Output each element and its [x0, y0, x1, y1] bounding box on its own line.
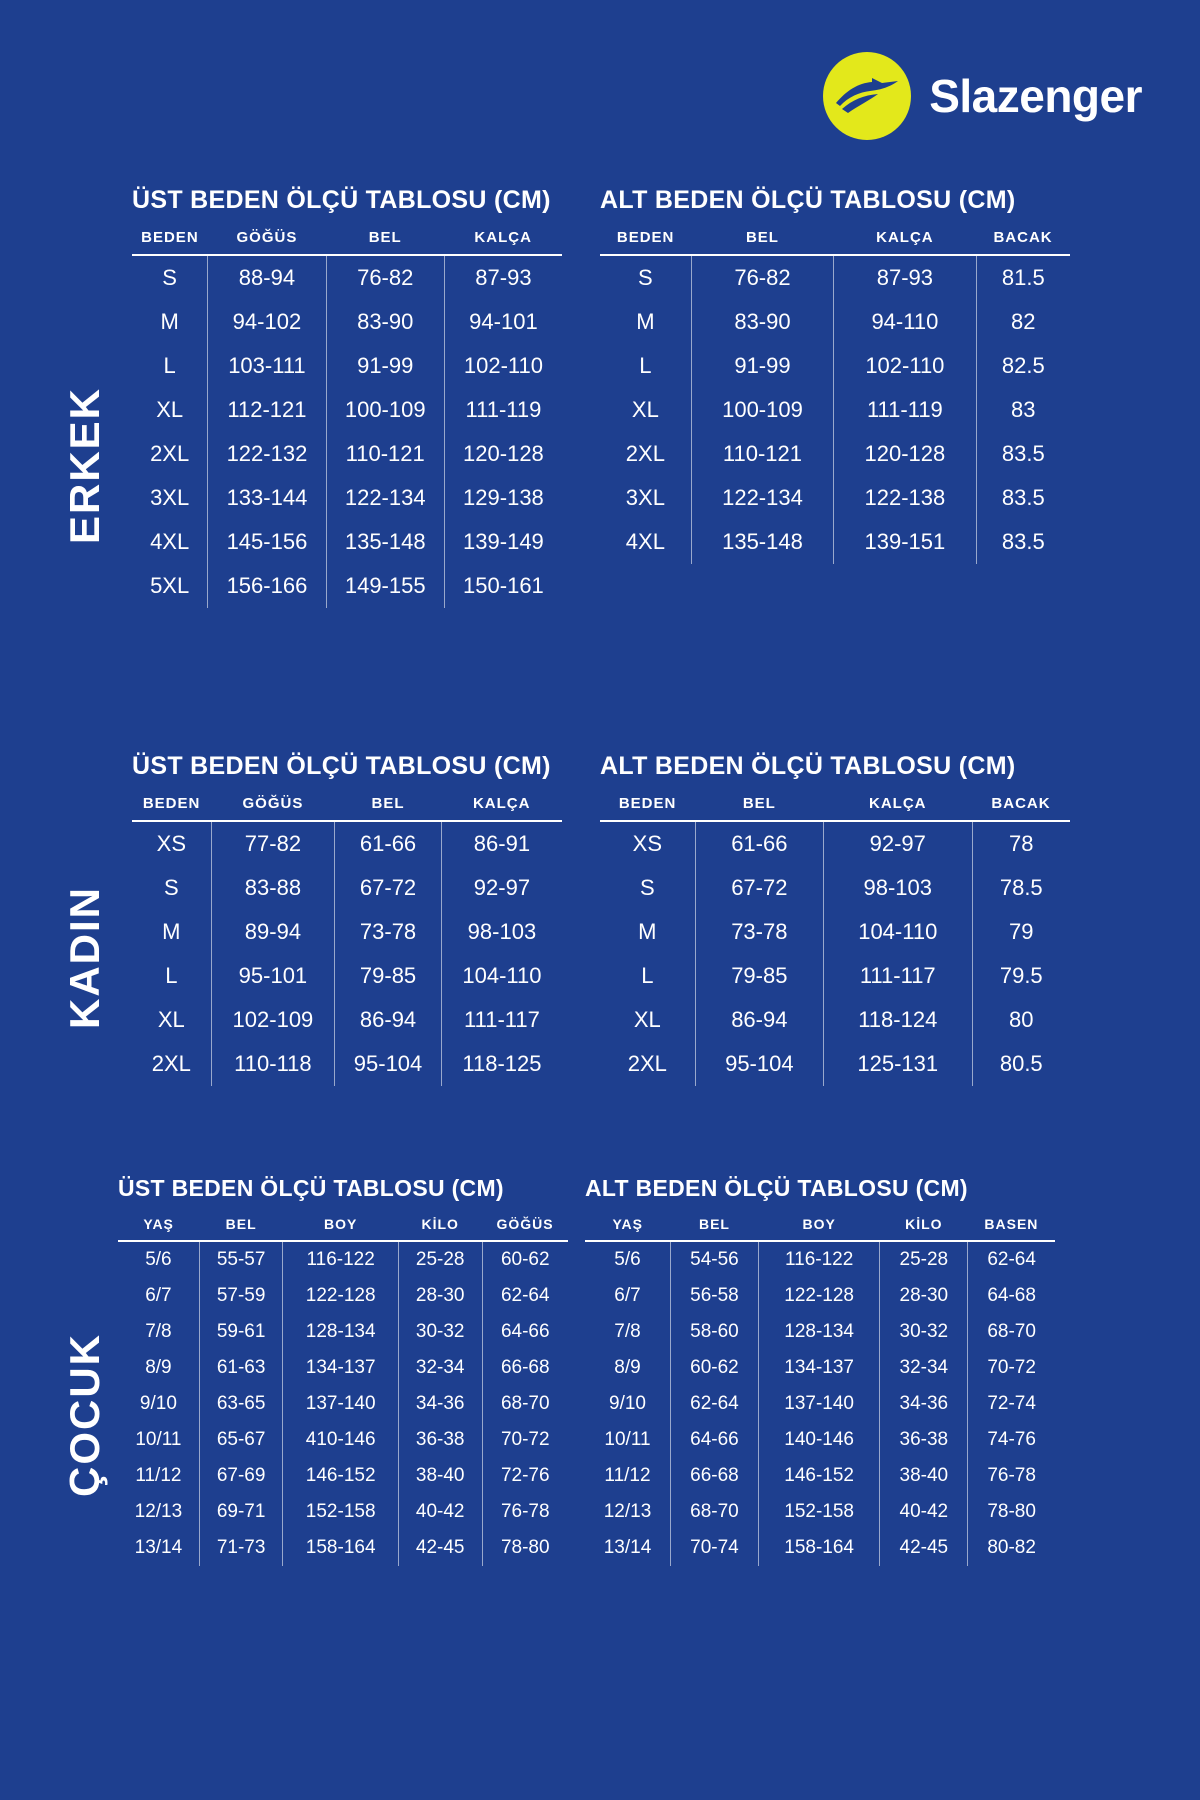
table-cell: 9/10 [118, 1386, 199, 1422]
table-cell: 40-42 [398, 1494, 482, 1530]
table-row [132, 910, 562, 954]
table-cell: 72-74 [987, 1393, 1036, 1414]
table-row [585, 1241, 1055, 1278]
table-cell: 67-72 [335, 866, 442, 910]
column-header: BEL [695, 795, 823, 821]
column-header: KİLO [880, 1216, 968, 1241]
table-cell: 100-109 [326, 388, 444, 432]
table-cell: 100-109 [691, 388, 833, 432]
table-cell: 34-36 [880, 1386, 968, 1422]
table-cell: 25-28 [880, 1241, 968, 1278]
table-cocuk-top [118, 1175, 568, 1566]
table-cell: 67-69 [199, 1458, 283, 1494]
table-cell: 71-73 [199, 1530, 283, 1566]
section-label-text: ÇOCUK [61, 1333, 108, 1497]
table-cell: S [600, 255, 691, 300]
table-cell: 12/13 [585, 1494, 670, 1530]
table-cell: L [132, 344, 208, 388]
table-cell: 158-164 [283, 1530, 398, 1566]
table-cell: 95-104 [335, 1042, 442, 1086]
table-cell: 6/7 [118, 1278, 199, 1314]
table-row [132, 998, 562, 1042]
table-cell: 91-99 [326, 344, 444, 388]
table-cell: 94-102 [208, 300, 326, 344]
table-row [132, 344, 562, 388]
table-row [132, 388, 562, 432]
table-row [585, 1350, 1055, 1386]
table-cell: XL [600, 388, 691, 432]
table-title: ÜST BEDEN ÖLÇÜ TABLOSU (CM) [132, 186, 551, 214]
table-cell: 102-109 [211, 998, 335, 1042]
table-row [132, 476, 562, 520]
table-cell: 54-56 [670, 1241, 758, 1278]
table-row [118, 1458, 568, 1494]
table-cell: 137-140 [283, 1386, 398, 1422]
table-cell: 94-101 [469, 309, 538, 334]
table-cell: 86-94 [695, 998, 823, 1042]
table-cell: 64-68 [987, 1285, 1036, 1306]
table-cell: 79-85 [335, 954, 442, 998]
table-cell: 13/14 [585, 1530, 670, 1566]
table-row [585, 1278, 1055, 1314]
table-kadin-top [132, 752, 562, 1086]
table-cell: 98-103 [823, 866, 972, 910]
column-header: KALÇA [444, 229, 562, 255]
table-cell: 66-68 [500, 1357, 550, 1378]
table-row [118, 1422, 568, 1458]
table-cell: 11/12 [118, 1458, 199, 1494]
table-cell: 79.5 [999, 963, 1043, 988]
table-row [600, 1042, 1070, 1086]
table-cell: 78.5 [999, 875, 1043, 900]
table-cell: 7/8 [585, 1314, 670, 1350]
table-cell: 104-110 [823, 910, 972, 954]
table-cell: 78-80 [500, 1537, 550, 1558]
table-row [585, 1530, 1055, 1566]
table-cell: 82.5 [1001, 353, 1045, 378]
table-cell: XS [600, 821, 695, 866]
column-header: GÖĞÜS [211, 795, 335, 821]
section-label-erkek [0, 316, 120, 616]
table-cell: 128-134 [283, 1314, 398, 1350]
table-cell: 137-140 [758, 1386, 879, 1422]
table-cell: 80-82 [987, 1537, 1036, 1558]
column-header: BEL [670, 1216, 758, 1241]
size-table [600, 795, 1070, 1086]
table-cell: M [600, 910, 695, 954]
table-cell: 112-121 [208, 388, 326, 432]
size-table [600, 229, 1070, 564]
table-cell: 135-148 [326, 520, 444, 564]
table-cell: 61-66 [695, 821, 823, 866]
table-cell: 140-146 [758, 1422, 879, 1458]
table-cell: 110-118 [211, 1042, 335, 1086]
column-header: BEDEN [600, 795, 695, 821]
table-cell: 150-161 [463, 573, 544, 598]
table-cell: 57-59 [199, 1278, 283, 1314]
table-cell: 12/13 [118, 1494, 199, 1530]
table-cell: 111-119 [465, 397, 542, 422]
table-row [600, 954, 1070, 998]
table-cell: 9/10 [585, 1386, 670, 1422]
table-cell: 410-146 [283, 1422, 398, 1458]
table-cell: 156-166 [208, 564, 326, 608]
column-header: BOY [758, 1216, 879, 1241]
table-cell: L [132, 954, 211, 998]
table-cell: 122-132 [208, 432, 326, 476]
table-cell: 122-134 [691, 476, 833, 520]
table-cell: 7/8 [118, 1314, 199, 1350]
table-cell: 56-58 [670, 1278, 758, 1314]
table-cell: 81.5 [1001, 265, 1045, 290]
table-cell: 64-66 [500, 1321, 550, 1342]
table-cell: 158-164 [758, 1530, 879, 1566]
table-cell: 69-71 [199, 1494, 283, 1530]
table-title: ÜST BEDEN ÖLÇÜ TABLOSU (CM) [132, 752, 551, 780]
table-cell: 103-111 [208, 344, 326, 388]
table-cell: 3XL [132, 476, 208, 520]
table-cell: 92-97 [823, 821, 972, 866]
table-cell: 55-57 [199, 1241, 283, 1278]
table-cell: S [132, 866, 211, 910]
table-cell: 38-40 [880, 1458, 968, 1494]
table-row [600, 910, 1070, 954]
table-cell: 83-88 [211, 866, 335, 910]
table-row [600, 476, 1070, 520]
table-cell: 116-122 [758, 1241, 879, 1278]
table-row [132, 255, 562, 300]
column-header: KALÇA [823, 795, 972, 821]
table-cell: 70-72 [500, 1429, 550, 1450]
table-cell: 86-91 [473, 831, 531, 856]
table-title: ALT BEDEN ÖLÇÜ TABLOSU (CM) [600, 752, 1016, 780]
table-row [118, 1386, 568, 1422]
table-cell: 59-61 [199, 1314, 283, 1350]
table-cell: 120-128 [834, 432, 976, 476]
table-row [118, 1494, 568, 1530]
table-cell: 4XL [600, 520, 691, 564]
table-cell: 67-72 [695, 866, 823, 910]
table-cell: 83 [1011, 397, 1036, 422]
table-cell: 28-30 [398, 1278, 482, 1314]
table-row [132, 300, 562, 344]
table-cell: 30-32 [398, 1314, 482, 1350]
table-row [132, 1042, 562, 1086]
table-cell: 76-78 [500, 1501, 550, 1522]
table-cell: 40-42 [880, 1494, 968, 1530]
table-row [585, 1422, 1055, 1458]
table-cell: 83.5 [1001, 441, 1045, 466]
table-cell: 42-45 [880, 1530, 968, 1566]
table-cell: 129-138 [463, 485, 544, 510]
table-row [600, 866, 1070, 910]
table-cell: 145-156 [208, 520, 326, 564]
table-cell: 83-90 [691, 300, 833, 344]
table-cell: 70-72 [987, 1357, 1036, 1378]
table-cell: 78-80 [987, 1501, 1036, 1522]
table-cell: L [600, 344, 691, 388]
table-cell: 111-117 [464, 1007, 540, 1032]
table-row [585, 1386, 1055, 1422]
table-cell: 104-110 [462, 963, 542, 988]
table-cell: 2XL [600, 432, 691, 476]
column-header: KALÇA [441, 795, 562, 821]
table-row [600, 520, 1070, 564]
table-cell: 146-152 [758, 1458, 879, 1494]
column-header: BEDEN [132, 229, 208, 255]
table-row [585, 1458, 1055, 1494]
table-cell: 42-45 [398, 1530, 482, 1566]
column-header: BEL [199, 1216, 283, 1241]
table-cell: 8/9 [118, 1350, 199, 1386]
table-kadin-bottom [600, 752, 1070, 1086]
table-cell: 79-85 [695, 954, 823, 998]
table-cell: S [600, 866, 695, 910]
table-cell: 122-128 [758, 1278, 879, 1314]
table-row [118, 1241, 568, 1278]
table-cell: 133-144 [208, 476, 326, 520]
table-cell: 62-64 [500, 1285, 550, 1306]
table-cell: 94-110 [834, 300, 976, 344]
table-cell: 152-158 [758, 1494, 879, 1530]
table-cell: 116-122 [283, 1241, 398, 1278]
column-header: YAŞ [585, 1216, 670, 1241]
section-label-kadin [0, 832, 120, 1082]
table-cell: 32-34 [880, 1350, 968, 1386]
table-cell: 10/11 [585, 1422, 670, 1458]
table-cell: 83-90 [326, 300, 444, 344]
table-cell: 5/6 [118, 1241, 199, 1278]
table-row [585, 1314, 1055, 1350]
table-cell: 91-99 [691, 344, 833, 388]
table-cell: 122-128 [283, 1278, 398, 1314]
table-cell: 5XL [132, 564, 208, 608]
table-cell: 118-125 [462, 1051, 542, 1076]
table-row [600, 388, 1070, 432]
table-cell: 73-78 [335, 910, 442, 954]
table-cell: 135-148 [691, 520, 833, 564]
section-label-text: ERKEK [61, 387, 108, 545]
table-cell: 70-74 [670, 1530, 758, 1566]
table-cell: 83.5 [1001, 529, 1045, 554]
table-cell: 122-138 [834, 476, 976, 520]
column-header: BASEN [968, 1216, 1055, 1241]
table-cell: 74-76 [987, 1429, 1036, 1450]
table-row [118, 1314, 568, 1350]
table-row [132, 564, 562, 608]
table-cell: 128-134 [758, 1314, 879, 1350]
table-cell: 102-110 [834, 344, 976, 388]
column-header: GÖĞÜS [208, 229, 326, 255]
table-cell: L [600, 954, 695, 998]
table-row [118, 1350, 568, 1386]
table-cell: 73-78 [695, 910, 823, 954]
table-cell: 8/9 [585, 1350, 670, 1386]
table-cell: 102-110 [463, 353, 543, 378]
table-cell: 110-121 [691, 432, 833, 476]
table-cell: 25-28 [398, 1241, 482, 1278]
table-row [132, 432, 562, 476]
table-cell: 2XL [600, 1042, 695, 1086]
table-cell: 76-82 [691, 255, 833, 300]
table-cell: 68-70 [500, 1393, 550, 1414]
table-cell: 82 [1011, 309, 1036, 334]
table-title: ALT BEDEN ÖLÇÜ TABLOSU (CM) [585, 1175, 968, 1201]
table-cell: 6/7 [585, 1278, 670, 1314]
table-cell: 5/6 [585, 1241, 670, 1278]
table-cell: M [600, 300, 691, 344]
table-cell: 78 [1009, 831, 1034, 856]
table-cell: 34-36 [398, 1386, 482, 1422]
brand-name: Slazenger [929, 70, 1142, 122]
column-header: BACAK [976, 229, 1070, 255]
table-row [132, 520, 562, 564]
table-cell: 120-128 [463, 441, 544, 466]
table-cell: 139-149 [463, 529, 544, 554]
table-cell: 58-60 [670, 1314, 758, 1350]
table-cell: S [132, 255, 208, 300]
table-cell: 32-34 [398, 1350, 482, 1386]
table-row [600, 255, 1070, 300]
table-cell: 61-63 [199, 1350, 283, 1386]
column-header: BEL [691, 229, 833, 255]
table-cell: 66-68 [670, 1458, 758, 1494]
table-title: ALT BEDEN ÖLÇÜ TABLOSU (CM) [600, 186, 1016, 214]
table-cell: 134-137 [758, 1350, 879, 1386]
table-row [600, 300, 1070, 344]
table-cell: 68-70 [670, 1494, 758, 1530]
brand-logo [823, 52, 1142, 140]
table-cell: 77-82 [211, 821, 335, 866]
column-header: BEDEN [132, 795, 211, 821]
table-cell: 38-40 [398, 1458, 482, 1494]
size-table [585, 1216, 1055, 1566]
table-row [600, 432, 1070, 476]
size-table [118, 1216, 568, 1566]
column-header: YAŞ [118, 1216, 199, 1241]
size-table [132, 229, 562, 608]
column-header: KİLO [398, 1216, 482, 1241]
table-cell: 134-137 [283, 1350, 398, 1386]
column-header: BEDEN [600, 229, 691, 255]
table-erkek-top [132, 186, 562, 608]
slazenger-panther-icon [823, 52, 911, 140]
table-cell: 111-117 [823, 954, 972, 998]
table-row [132, 821, 562, 866]
table-cell: 36-38 [880, 1422, 968, 1458]
table-cell: 149-155 [326, 564, 444, 608]
table-cell: M [132, 910, 211, 954]
section-label-text: KADIN [61, 885, 108, 1029]
table-cell: 88-94 [208, 255, 326, 300]
table-cell: 98-103 [467, 919, 537, 944]
table-title: ÜST BEDEN ÖLÇÜ TABLOSU (CM) [118, 1175, 504, 1201]
table-cell: 95-104 [695, 1042, 823, 1086]
table-cell: 11/12 [585, 1458, 670, 1494]
table-row [118, 1278, 568, 1314]
table-erkek-bottom [600, 186, 1070, 564]
table-row [118, 1530, 568, 1566]
table-cell: 3XL [600, 476, 691, 520]
table-cell: 76-78 [987, 1465, 1036, 1486]
table-cell: 68-70 [987, 1321, 1036, 1342]
size-table [132, 795, 562, 1086]
table-cell: 60-62 [500, 1249, 550, 1270]
table-cell: 4XL [132, 520, 208, 564]
table-cocuk-bottom [585, 1175, 1055, 1566]
table-cell: 87-93 [834, 255, 976, 300]
table-cell: 122-134 [326, 476, 444, 520]
table-row [600, 344, 1070, 388]
table-cell: 80.5 [999, 1051, 1043, 1076]
column-header: BOY [283, 1216, 398, 1241]
table-cell: 110-121 [326, 432, 444, 476]
table-cell: 63-65 [199, 1386, 283, 1422]
table-cell: 28-30 [880, 1278, 968, 1314]
table-cell: 10/11 [118, 1422, 199, 1458]
table-cell: 30-32 [880, 1314, 968, 1350]
table-cell: 139-151 [834, 520, 976, 564]
table-cell: 152-158 [283, 1494, 398, 1530]
table-cell: 61-66 [335, 821, 442, 866]
table-cell: 87-93 [475, 265, 532, 290]
table-cell: 92-97 [473, 875, 531, 900]
table-cell: 79 [1009, 919, 1034, 944]
table-cell: 2XL [132, 432, 208, 476]
table-cell: 86-94 [335, 998, 442, 1042]
table-cell: XL [132, 388, 208, 432]
table-cell: 83.5 [1001, 485, 1045, 510]
table-cell: M [132, 300, 208, 344]
table-cell: 72-76 [500, 1465, 550, 1486]
table-cell: 111-119 [834, 388, 976, 432]
table-cell: 125-131 [823, 1042, 972, 1086]
table-row [600, 821, 1070, 866]
column-header: BACAK [972, 795, 1070, 821]
table-cell: 80 [1009, 1007, 1034, 1032]
table-cell: 13/14 [118, 1530, 199, 1566]
column-header: KALÇA [834, 229, 976, 255]
table-row [132, 954, 562, 998]
table-cell: 2XL [132, 1042, 211, 1086]
table-cell: 65-67 [199, 1422, 283, 1458]
table-cell: 64-66 [670, 1422, 758, 1458]
table-cell: 60-62 [670, 1350, 758, 1386]
table-cell: XL [600, 998, 695, 1042]
section-label-cocuk [0, 1265, 120, 1565]
table-cell: 36-38 [398, 1422, 482, 1458]
table-cell: 95-101 [211, 954, 335, 998]
table-cell: XS [132, 821, 211, 866]
table-cell: 62-64 [987, 1249, 1036, 1270]
table-cell: 118-124 [823, 998, 972, 1042]
table-cell: 62-64 [670, 1386, 758, 1422]
table-cell: 89-94 [211, 910, 335, 954]
column-header: GÖĞÜS [482, 1216, 568, 1241]
table-cell: 76-82 [326, 255, 444, 300]
table-cell: XL [132, 998, 211, 1042]
table-row [600, 998, 1070, 1042]
column-header: BEL [335, 795, 442, 821]
table-row [585, 1494, 1055, 1530]
column-header: BEL [326, 229, 444, 255]
table-row [132, 866, 562, 910]
table-cell: 146-152 [283, 1458, 398, 1494]
